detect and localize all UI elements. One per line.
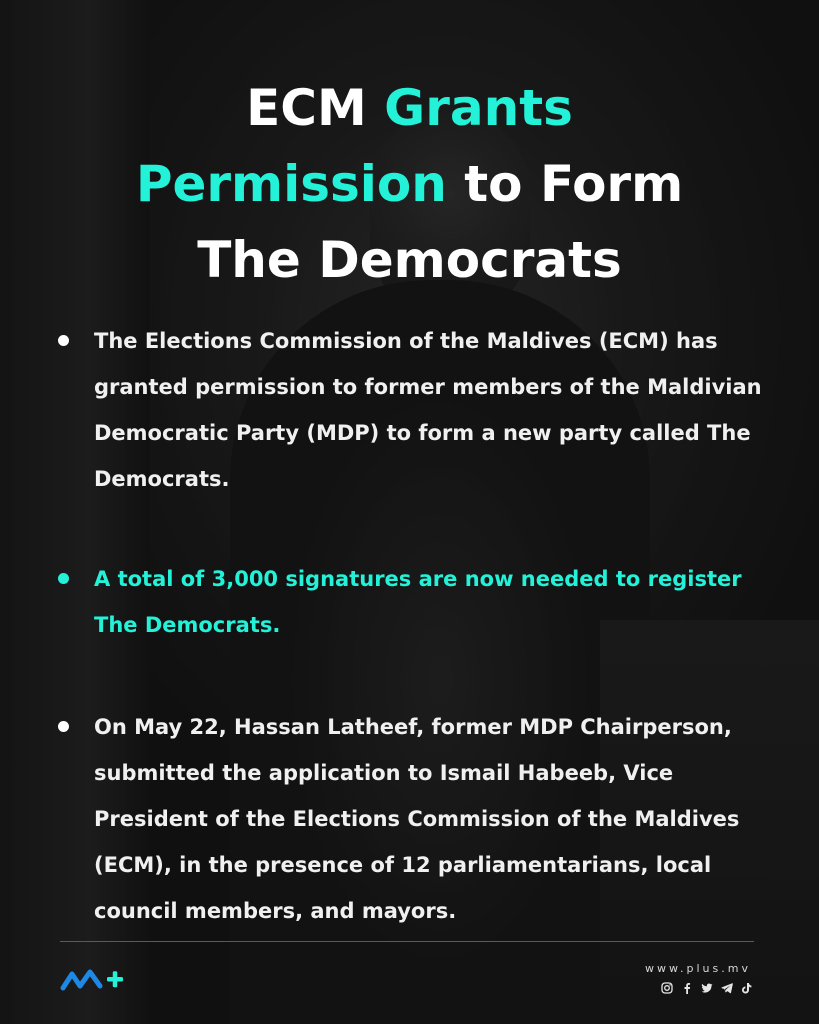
bullet-item: [58, 704, 778, 934]
footer-divider: [60, 941, 754, 942]
bullet-text: A total of 3,000 signatures are now needed to register The Democrats.: [94, 567, 742, 637]
tiktok-icon[interactable]: [741, 982, 753, 994]
headline-line-1: ECM Grants: [246, 79, 573, 137]
bullet-item: [58, 318, 778, 502]
headline-line-3: The Democrats: [197, 231, 622, 289]
telegram-icon[interactable]: [721, 982, 733, 994]
bullet-item-highlight: [58, 556, 778, 648]
bullet-list: [58, 318, 778, 934]
bullet-text: The Elections Commission of the Maldives (ECM) has granted permission to former members of the Maldivian Democratic Party (MDP) to form a new party called The Democrats.: [94, 329, 762, 491]
bullet-text: On May 22, Hassan Latheef, former MDP Chairperson, submitted the application to Ismail Habeeb, Vice President of the Elections Commission of the Maldives (ECM), in the presence of 12 parliamentarians, local council members, and mayors.: [94, 715, 740, 923]
website-url[interactable]: www.plus.mv: [645, 962, 751, 975]
bullet-dot-icon: [58, 573, 69, 584]
plus-mv-logo-icon[interactable]: [60, 966, 128, 992]
bullet-dot-icon: [58, 721, 69, 732]
headline: [0, 70, 819, 298]
headline-accent-grants: Grants: [384, 79, 573, 137]
social-icons: [661, 982, 753, 994]
twitter-icon[interactable]: [701, 982, 713, 994]
headline-accent-permission: Permission: [135, 155, 447, 213]
headline-line-2: Permission to Form: [135, 155, 684, 213]
bullet-dot-icon: [58, 335, 69, 346]
instagram-icon[interactable]: [661, 982, 673, 994]
facebook-icon[interactable]: [681, 982, 693, 994]
